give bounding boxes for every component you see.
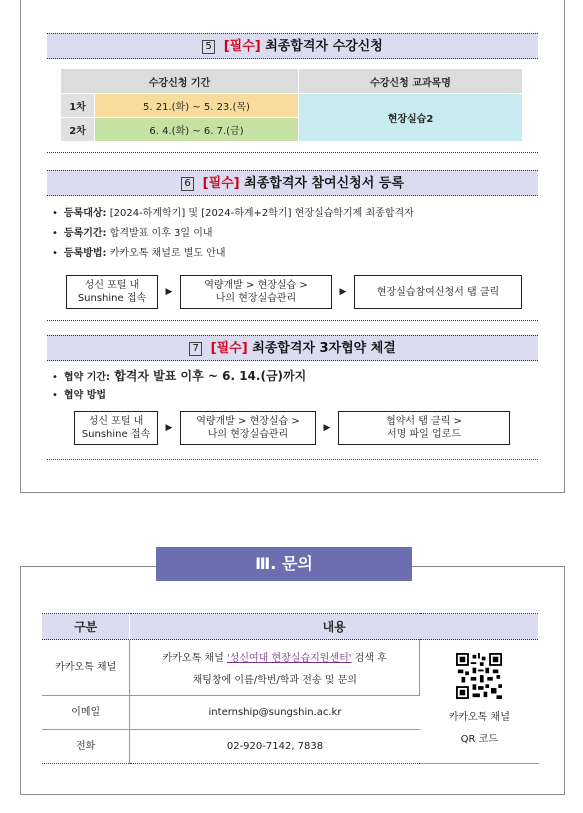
section-5-number: 5	[202, 40, 215, 54]
qr-caption: 카카오톡 채널	[448, 711, 510, 723]
section-5-required: [필수]	[223, 39, 261, 54]
phone-number: 02-920-7142, 7838	[130, 730, 420, 764]
period-cell: 5. 21.(화) ~ 5. 23.(목)	[95, 94, 299, 118]
kakao-channel-link[interactable]: '성신여대 현장실습지원센터'	[226, 652, 352, 664]
section-6-number: 6	[181, 177, 194, 191]
section-6-required: [필수]	[202, 176, 240, 191]
arrow-right-icon: ▶	[165, 287, 173, 297]
arrow-right-icon: ▶	[323, 423, 331, 433]
list-item: • 협약 기간: 합격자 발표 이후 ~ 6. 14.(금)까지	[52, 366, 306, 388]
section-6-flow	[66, 275, 522, 309]
type-cell: 전화	[42, 730, 130, 764]
flow-step: 역량개발 > 현장실습 > 나의 현장실습관리	[180, 275, 332, 309]
section-6-header	[47, 170, 538, 196]
flow-step: 현장실습참여신청서 탭 클릭	[354, 275, 522, 309]
content-header: 내용	[130, 614, 539, 640]
flow-step: 협약서 탭 클릭 > 서명 파일 업로드	[338, 411, 510, 445]
arrow-right-icon: ▶	[339, 287, 347, 297]
section-7-bullets	[52, 366, 306, 404]
section-7-flow	[74, 411, 510, 445]
divider	[47, 152, 538, 153]
list-item: • 등록대상: [2024-하계학기] 및 [2024-하계+2학기] 현장실습학기제 최종합격자	[52, 204, 414, 224]
type-cell: 이메일	[42, 696, 130, 730]
section-7-required: [필수]	[210, 341, 248, 356]
list-item: • 협약 방법	[52, 388, 306, 404]
course-header: 수강신청 교과목명	[299, 69, 523, 94]
row-label: 2차	[61, 118, 95, 142]
qr-code-icon[interactable]	[456, 653, 502, 699]
qr-caption: QR 코드	[460, 733, 498, 745]
flow-step: 성신 포털 내 Sunshine 접속	[66, 275, 158, 309]
inquiry-table	[42, 613, 539, 764]
list-item: • 등록기간: 합격발표 이후 3일 이내	[52, 224, 414, 244]
type-cell: 카카오톡 채널	[42, 640, 130, 696]
inquiry-title: Ⅲ. 문의	[156, 547, 412, 581]
section-6-title: 최종합격자 참여신청서 등록	[244, 176, 404, 191]
table-row	[61, 94, 523, 118]
divider	[47, 459, 538, 460]
row-label: 1차	[61, 94, 95, 118]
flow-step: 성신 포털 내 Sunshine 접속	[74, 411, 158, 445]
qr-cell	[420, 640, 539, 764]
section-7-title: 최종합격자 3자협약 체결	[252, 341, 396, 356]
divider	[47, 320, 538, 321]
section-6-bullets	[52, 204, 414, 264]
registration-table	[60, 68, 523, 142]
email-link[interactable]: internship@sungshin.ac.kr	[130, 696, 420, 730]
section-5-title: 최종합격자 수강신청	[265, 39, 383, 54]
section-5-header	[47, 33, 538, 59]
list-item: • 등록방법: 카카오톡 채널로 별도 안내	[52, 244, 414, 264]
course-cell: 현장실습2	[299, 94, 523, 142]
period-header: 수강신청 기간	[61, 69, 299, 94]
table-row	[42, 640, 539, 696]
type-header: 구분	[42, 614, 130, 640]
period-cell: 6. 4.(화) ~ 6. 7.(금)	[95, 118, 299, 142]
section-7-number: 7	[189, 342, 202, 356]
arrow-right-icon: ▶	[165, 423, 173, 433]
content-cell: 카카오톡 채널 '성신여대 현장실습지원센터' 검색 후 채팅창에 이름/학번/학과 전송 및 문의	[130, 640, 420, 696]
section-7-header	[47, 335, 538, 361]
flow-step: 역량개발 > 현장실습 > 나의 현장실습관리	[180, 411, 316, 445]
